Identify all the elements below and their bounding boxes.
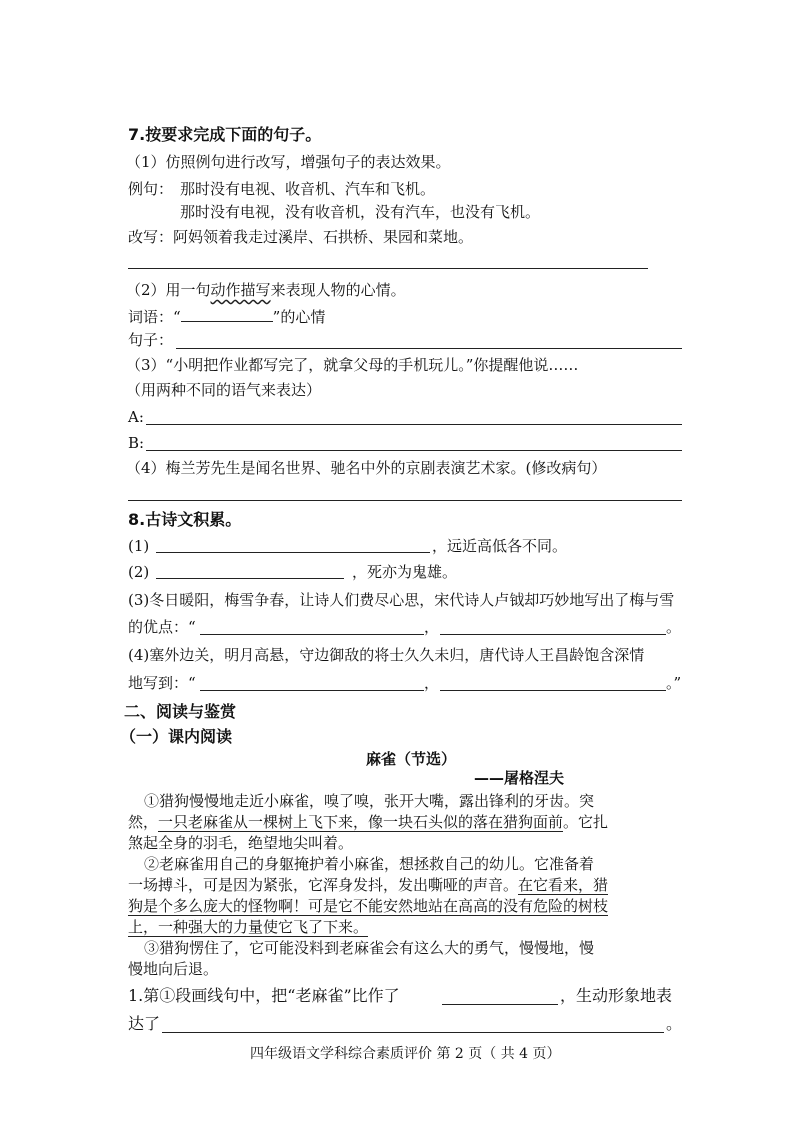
q7-part3-note: （用两种不同的语气来表达） [126, 381, 322, 399]
rq1-answer-b[interactable] [162, 1032, 664, 1033]
para2-line1: ②老麻雀用自己的身躯掩护着小麻雀，想拯救自己的幼儿。它准备着 [144, 855, 595, 873]
q7-title: 7.按要求完成下面的句子。 [128, 125, 322, 144]
rq1-answer-a[interactable] [442, 1004, 558, 1005]
para1-line1: ①猎狗慢慢地走近小麻雀，嗅了嗅，张开大嘴，露出锋利的牙齿。突 [144, 792, 595, 810]
sentence-label: 句子： [128, 331, 174, 349]
q8-item4-prefix: 地写到：“ [128, 674, 196, 692]
a-answer-line[interactable] [146, 424, 682, 425]
rq1-line1-prefix: 1.第①段画线句中，把“老麻雀”比作了 [128, 986, 400, 1005]
example-sentence-2: 那时没有电视，没有收音机，没有汽车，也没有飞机。 [180, 203, 541, 221]
a-label: A: [128, 408, 144, 426]
section2-title: 二、阅读与鉴赏 [124, 702, 237, 721]
q8-item3-comma: ， [424, 618, 440, 636]
article-title: 麻雀（节选） [366, 750, 457, 768]
rewrite-prompt: 改写：阿妈领着我走过溪岸、石拱桥、果园和菜地。 [128, 228, 474, 246]
q8-item2-label: (2) [128, 563, 150, 581]
para2-line4 [128, 920, 368, 935]
word-prefix: 词语：“ [128, 308, 181, 326]
q8-item1-text: ，远近高低各不同。 [432, 537, 568, 555]
rq1-line2-prefix: 达了 [128, 1014, 161, 1033]
q8-item3-line1: (3)冬日暖阳，梅雪争春，让诗人们费尽心思，宋代诗人卢钺却巧妙地写出了梅与雪 [128, 591, 675, 609]
q8-item3-answer-b[interactable] [440, 634, 666, 635]
q8-item3-answer-a[interactable] [200, 634, 424, 635]
para1-l2-pre: 然， [128, 813, 159, 831]
word-suffix: ”的心情 [272, 308, 326, 326]
sentence-answer-line[interactable] [176, 348, 682, 349]
q8-item1-label: (1) [128, 537, 150, 555]
q7-part4-prompt: （4）梅兰芳先生是闻名世界、驰名中外的京剧表演艺术家。(修改病句） [126, 459, 607, 477]
rewrite-answer-line[interactable] [128, 268, 648, 269]
para1-l2-post: 。它扎 [563, 813, 609, 831]
word-answer-blank[interactable] [181, 307, 273, 322]
underlined-simile-sentence: 一只老麻雀从一棵树上飞下来，像一块石头似的落在猎狗面前 [158, 813, 564, 831]
article-author: ——屠格涅夫 [474, 769, 565, 787]
q8-title: 8.古诗文积累。 [128, 510, 242, 529]
q8-item4-answer-b[interactable] [440, 690, 666, 691]
para1-line2 [128, 815, 608, 830]
rq1-line1-suffix: ，生动形象地表 [560, 986, 673, 1005]
para1-line3: 煞起全身的羽毛，绝望地尖叫着。 [128, 834, 354, 852]
para3-line2: 慢地向后退。 [128, 960, 219, 978]
section2-subtitle: （一）课内阅读 [120, 727, 233, 746]
example-sentence-1: 那时没有电视、收音机、汽车和飞机。 [180, 180, 436, 198]
para2-l4-underlined: 上，一种强大的力量使它飞了下来。 [128, 918, 369, 936]
q8-item3-end: 。 [666, 618, 682, 636]
q8-item3-prefix: 的优点：“ [128, 618, 196, 636]
part4-answer-line[interactable] [128, 500, 682, 501]
q7-part2-prompt [126, 283, 406, 298]
q8-item4-answer-a[interactable] [200, 690, 424, 691]
para2-line3 [128, 899, 608, 914]
page-footer: 四年级语文学科综合素质评价 第 2 页（ 共 4 页） [250, 1046, 561, 1062]
q8-item2-text: ，死亦为鬼雄。 [352, 563, 458, 581]
rq1-line2-end: 。 [666, 1014, 683, 1033]
p2-emphasis: 动作描写 [210, 281, 271, 299]
b-label: B: [128, 434, 145, 452]
word-line [128, 307, 325, 325]
q8-item4-comma: ， [424, 674, 440, 692]
para2-line2 [128, 878, 608, 893]
b-answer-line[interactable] [146, 450, 682, 451]
para2-l3-underlined: 狗是个多么庞大的怪物啊！可是它不能安然地站在高高的没有危险的树枝 [128, 897, 609, 915]
q8-item1-answer[interactable] [156, 552, 430, 553]
q7-part3-prompt: （3）“小明把作业都写完了，就拿父母的手机玩儿。”你提醒他说…… [126, 356, 579, 374]
q8-item4-end: 。” [666, 674, 682, 692]
para2-l2-underlined: 在它看来，猎 [518, 876, 609, 894]
p2-suffix: 来表现人物的心情。 [270, 281, 406, 299]
example-label: 例句： [128, 180, 174, 198]
q7-part1-prompt: （1）仿照例句进行改写，增强句子的表达效果。 [126, 153, 451, 171]
q8-item2-answer[interactable] [156, 578, 344, 579]
para2-l2-pre: 一场搏斗，可是因为紧张，它浑身发抖，发出嘶哑的声音。 [128, 876, 519, 894]
para3-line1: ③猎狗愣住了，它可能没料到老麻雀会有这么大的勇气，慢慢地，慢 [144, 939, 595, 957]
q8-item4-line1: (4)塞外边关，明月高悬，守边御敌的将士久久未归，唐代诗人王昌龄饱含深情 [128, 646, 645, 664]
p2-prefix: （2）用一句 [126, 281, 211, 299]
